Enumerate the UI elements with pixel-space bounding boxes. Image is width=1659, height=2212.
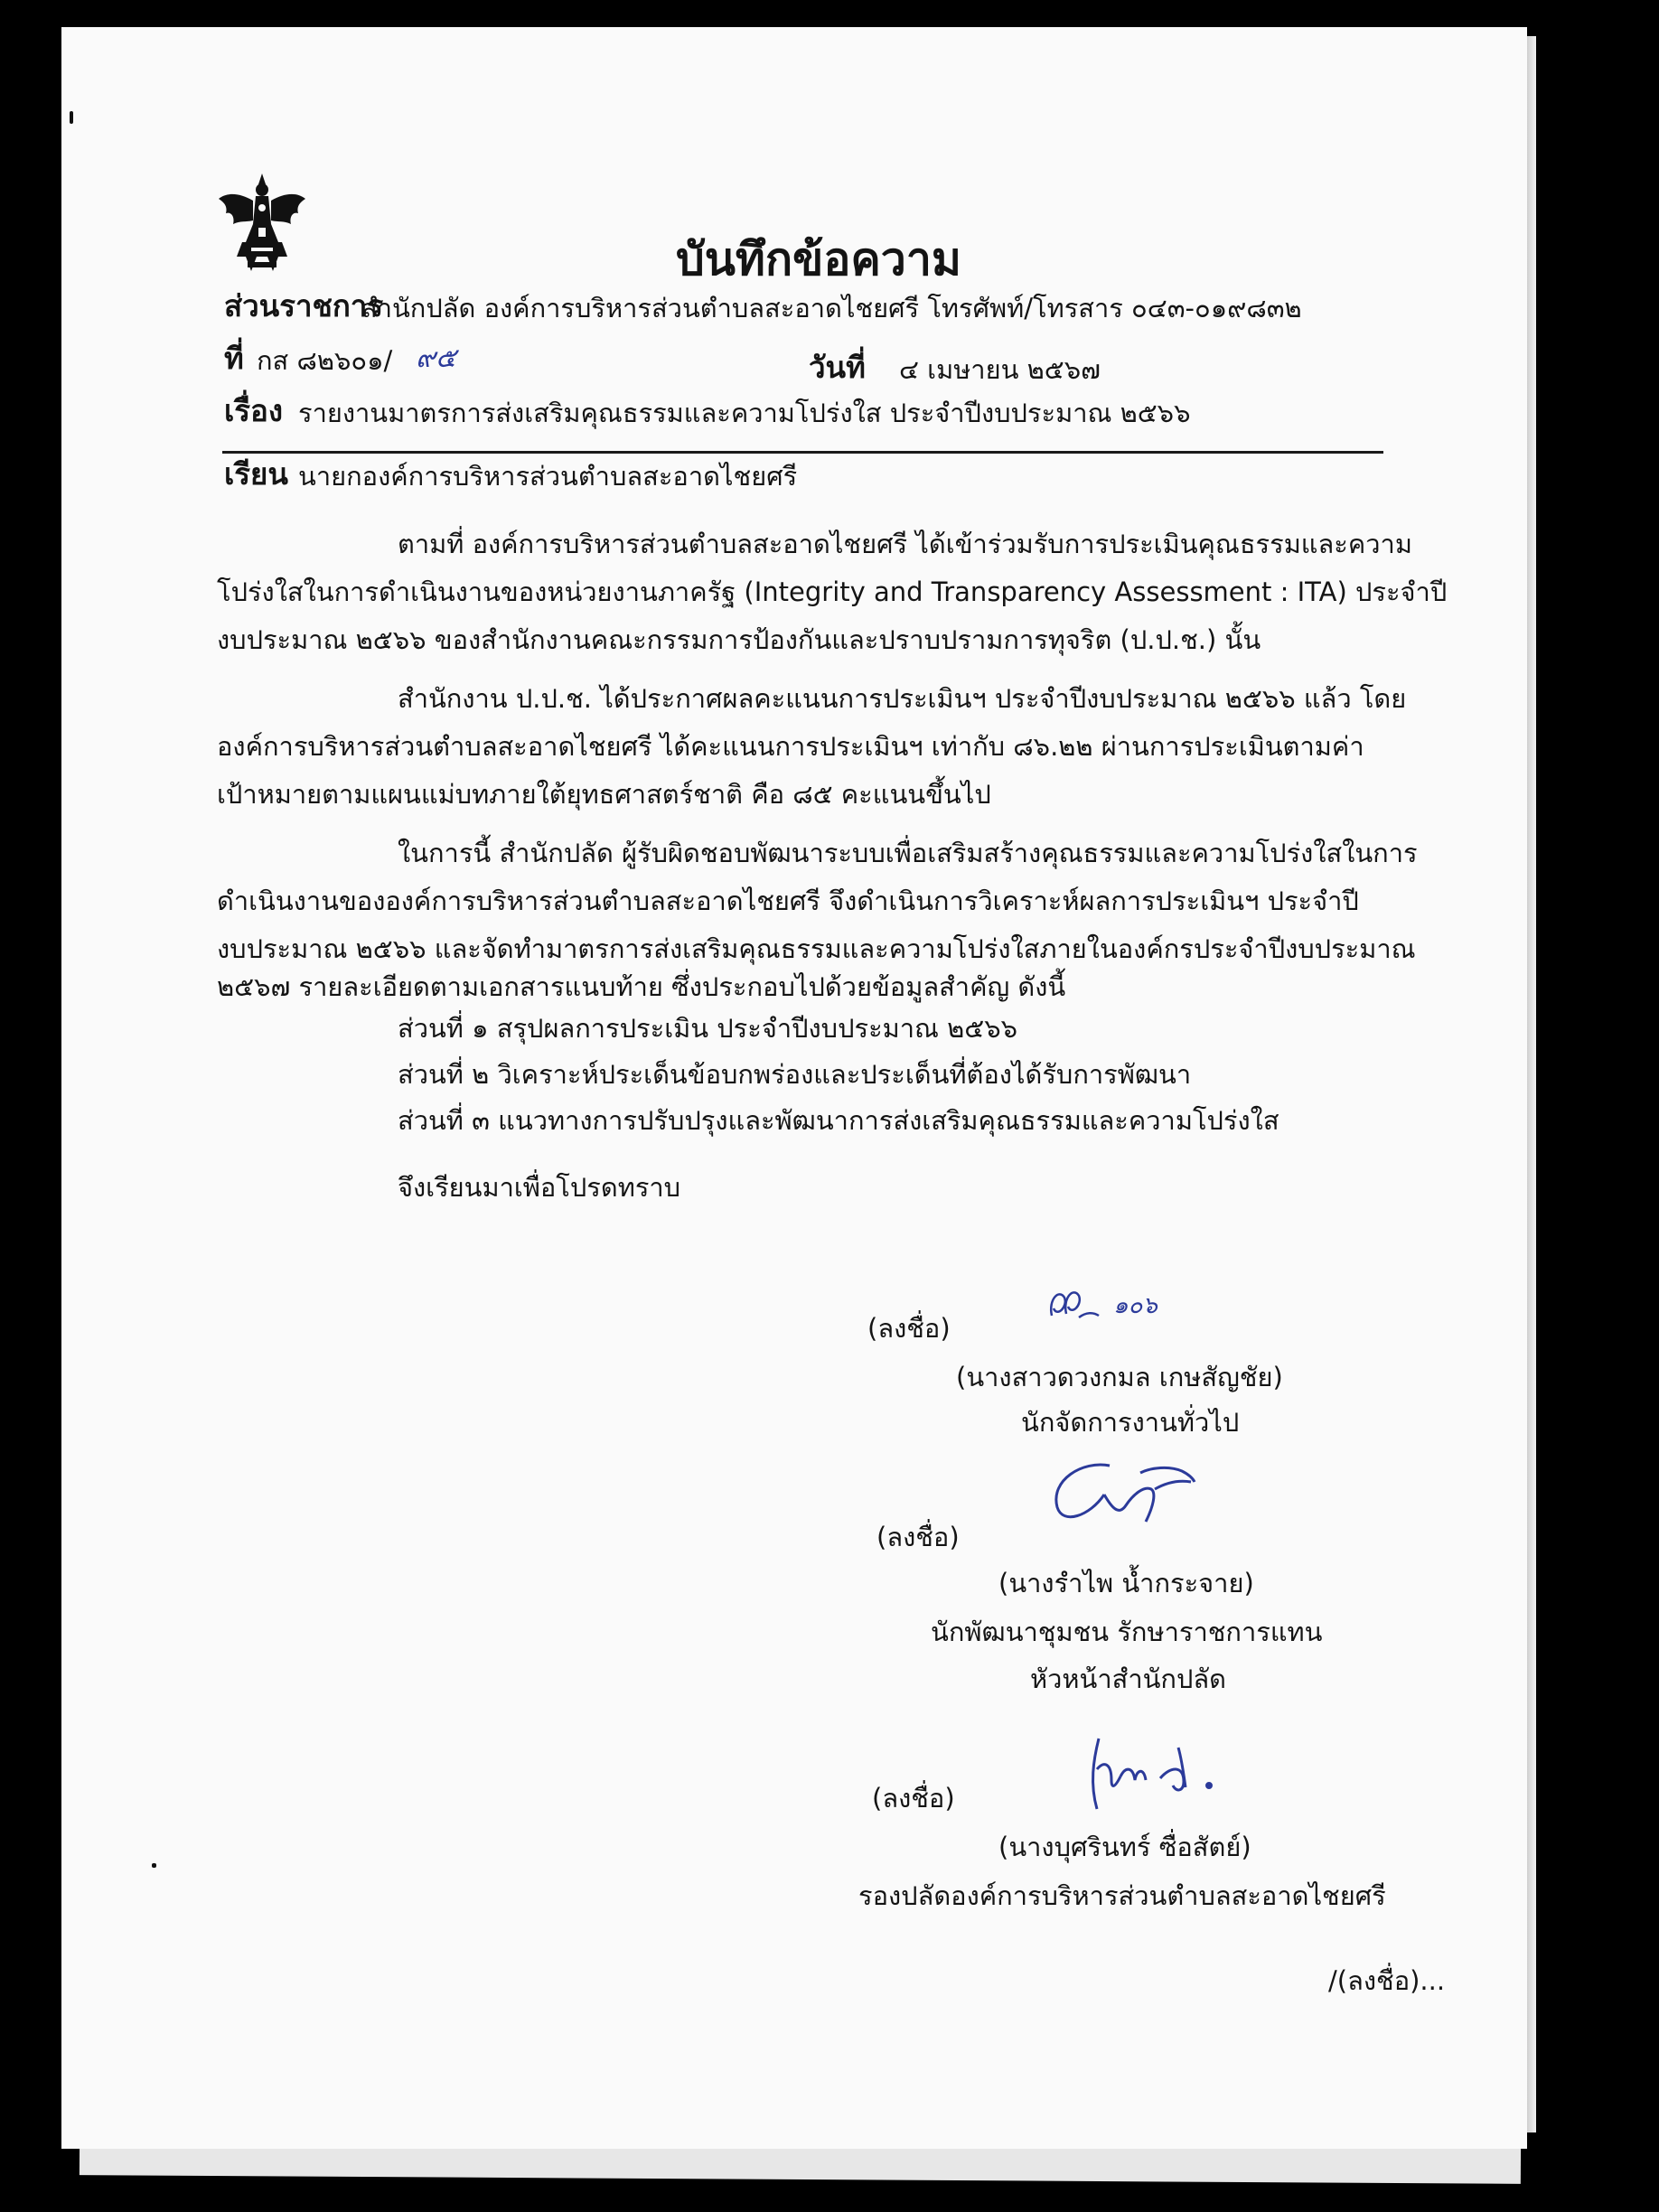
signer-2-position: นักพัฒนาชุมชน รักษาราชการแทน bbox=[931, 1617, 1323, 1647]
signer-2-position: หัวหน้าสำนักปลัด bbox=[1030, 1664, 1227, 1694]
para2-line: องค์การบริหารส่วนตำบลสะอาดไชยศรี ได้คะแนนการประเมินฯ เท่ากับ ๘๖.๒๒ ผ่านการประเมินตามค่า bbox=[217, 731, 1364, 762]
para1-line: โปร่งใสในการดำเนินงานของหน่วยงานภาครัฐ (Integrity and Transparency Assessment : ITA) ประจำปี bbox=[217, 576, 1448, 607]
ref-handwritten: ๙๕ bbox=[416, 342, 456, 374]
page-edge bbox=[1527, 36, 1536, 2132]
para1-line: งบประมาณ ๒๕๖๖ ของสำนักงานคณะกรรมการป้องกันและปราบปรามการทุจริต (ป.ป.ช.) นั้น bbox=[217, 624, 1261, 655]
agency-label: ส่วนราชการ bbox=[224, 288, 384, 323]
subject-label: เรื่อง bbox=[224, 393, 283, 428]
to-label: เรียน bbox=[224, 456, 288, 492]
to-text: นายกองค์การบริหารส่วนตำบลสะอาดไชยศรี bbox=[298, 461, 798, 492]
stray-mark bbox=[152, 1863, 156, 1868]
sign-label: (ลงชื่อ) bbox=[876, 1522, 960, 1552]
signer-3-name: (นางบุศรินทร์ ซื่อสัตย์) bbox=[998, 1832, 1251, 1862]
subject-text: รายงานมาตรการส่งเสริมคุณธรรมและความโปร่งใส ประจำปีงบประมาณ ๒๕๖๖ bbox=[298, 398, 1191, 428]
signer-1-name: (นางสาวดวงกมล เกษสัญชัย) bbox=[956, 1362, 1283, 1392]
memo-title: บันทึกข้อความ bbox=[676, 233, 961, 286]
stray-mark bbox=[70, 111, 73, 124]
sign-label: (ลงชื่อ) bbox=[872, 1783, 955, 1814]
garuda-emblem bbox=[215, 172, 309, 273]
para2-line: เป้าหมายตามแผนแม่บทภายใต้ยุทธศาสตร์ชาติ คือ ๘๕ คะแนนขึ้นไป bbox=[217, 779, 991, 810]
signature-3 bbox=[1084, 1733, 1238, 1814]
closing-line: จึงเรียนมาเพื่อโปรดทราบ bbox=[398, 1172, 681, 1203]
signer-3-position: รองปลัดองค์การบริหารส่วนตำบลสะอาดไชยศรี bbox=[858, 1880, 1386, 1911]
para1-line: ตามที่ องค์การบริหารส่วนตำบลสะอาดไชยศรี ได้เข้าร่วมรับการประเมินคุณธรรมและความ bbox=[398, 529, 1412, 559]
date-text: ๔ เมษายน ๒๕๖๗ bbox=[899, 354, 1101, 385]
para3-line: ดำเนินงานขององค์การบริหารส่วนตำบลสะอาดไชยศรี จึงดำเนินการวิเคราะห์ผลการประเมินฯ ประจำปี bbox=[217, 886, 1359, 916]
ref-number: กส ๘๒๖๐๑/ bbox=[257, 345, 393, 376]
part-item: ส่วนที่ ๒ วิเคราะห์ประเด็นข้อบกพร่องและประเด็นที่ต้องได้รับการพัฒนา bbox=[398, 1059, 1192, 1090]
signature-1-note: ๑๐๖ bbox=[1113, 1292, 1158, 1319]
para3-line: ๒๕๖๗ รายละเอียดตามเอกสารแนบท้าย ซึ่งประกอบไปด้วยข้อมูลสำคัญ ดังนี้ bbox=[217, 971, 1066, 1002]
part-item: ส่วนที่ ๑ สรุปผลการประเมิน ประจำปีงบประมาณ ๒๕๖๖ bbox=[398, 1013, 1018, 1044]
continuation-marker: /(ลงชื่อ)... bbox=[1328, 1965, 1446, 1996]
para3-line: งบประมาณ ๒๕๖๖ และจัดทำมาตรการส่งเสริมคุณธรรมและความโปร่งใสภายในองค์กรประจำปีงบประมาณ bbox=[217, 933, 1416, 964]
date-label: วันที่ bbox=[809, 350, 866, 385]
part-item: ส่วนที่ ๓ แนวทางการปรับปรุงและพัฒนาการส่งเสริมคุณธรรมและความโปร่งใส bbox=[398, 1105, 1279, 1136]
para2-line: สำนักงาน ป.ป.ช. ได้ประกาศผลคะแนนการประเมินฯ ประจำปีงบประมาณ ๒๕๖๖ แล้ว โดย bbox=[398, 683, 1407, 714]
ref-label: ที่ bbox=[224, 341, 244, 376]
signature-2 bbox=[1046, 1453, 1200, 1534]
header-divider bbox=[222, 451, 1383, 454]
signature-1 bbox=[1046, 1281, 1101, 1326]
agency-text: สำนักปลัด องค์การบริหารส่วนตำบลสะอาดไชยศรี โทรศัพท์/โทรสาร ๐๔๓-๐๑๙๘๓๒ bbox=[361, 293, 1302, 323]
signer-2-name: (นางรำไพ น้ำกระจาย) bbox=[998, 1568, 1254, 1598]
signer-1-position: นักจัดการงานทั่วไป bbox=[1021, 1407, 1240, 1438]
sign-label: (ลงชื่อ) bbox=[867, 1313, 951, 1344]
para3-line: ในการนี้ สำนักปลัด ผู้รับผิดชอบพัฒนาระบบเพื่อเสริมสร้างคุณธรรมและความโปร่งใสในการ bbox=[398, 838, 1418, 868]
